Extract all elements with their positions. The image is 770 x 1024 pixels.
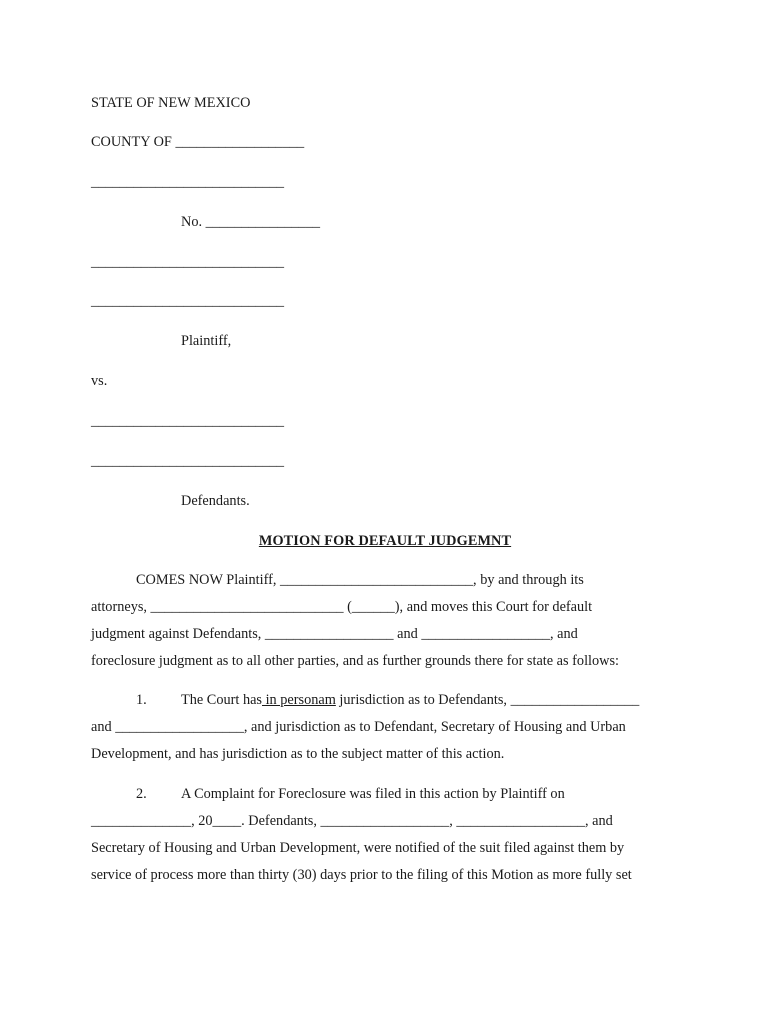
intro-line: foreclosure judgment as to all other parties, and as further grounds there for state as follows: bbox=[91, 653, 620, 669]
case-number: No. ________________ bbox=[181, 214, 320, 230]
paragraph-number: 1. bbox=[136, 692, 147, 708]
intro-line: COMES NOW Plaintiff, ___________________________, by and through its bbox=[136, 572, 584, 588]
paragraph-line: ______________, 20____. Defendants, __________________, __________________, and bbox=[91, 813, 613, 829]
intro-line: judgment against Defendants, __________________ and __________________, and bbox=[91, 626, 578, 642]
latin-term-emphasis: in personam bbox=[262, 692, 336, 708]
paragraph-line bbox=[181, 691, 639, 709]
paragraph-text: jurisdiction as to Defendants, __________________ bbox=[335, 692, 640, 708]
document-title: MOTION FOR DEFAULT JUDGEMNT bbox=[258, 533, 512, 549]
paragraph-line: service of process more than thirty (30) days prior to the filing of this Motion as more fully set bbox=[91, 867, 632, 883]
defendants-label: Defendants. bbox=[181, 493, 250, 509]
paragraph-text: The Court has bbox=[181, 692, 262, 708]
defendant-blank-line: ___________________________ bbox=[91, 453, 285, 469]
paragraph-line: Development, and has jurisdiction as to the subject matter of this action. bbox=[91, 746, 505, 762]
plaintiff-blank-line: ___________________________ bbox=[91, 293, 285, 309]
paragraph-line: A Complaint for Foreclosure was filed in this action by Plaintiff on bbox=[181, 786, 565, 802]
plaintiff-label: Plaintiff, bbox=[181, 333, 232, 349]
county-line: COUNTY OF __________________ bbox=[91, 134, 305, 150]
state-heading: STATE OF NEW MEXICO bbox=[91, 95, 251, 111]
plaintiff-blank-line: ___________________________ bbox=[91, 174, 285, 190]
intro-line: attorneys, ___________________________ (______), and moves this Court for default bbox=[91, 599, 593, 615]
defendant-blank-line: ___________________________ bbox=[91, 413, 285, 429]
paragraph-line: Secretary of Housing and Urban Development, were notified of the suit filed against them by bbox=[91, 840, 625, 856]
plaintiff-blank-line: ___________________________ bbox=[91, 254, 285, 270]
paragraph-line: and __________________, and jurisdiction as to Defendant, Secretary of Housing and Urban bbox=[91, 719, 626, 735]
paragraph-number: 2. bbox=[136, 786, 147, 802]
versus-label: vs. bbox=[91, 373, 108, 389]
